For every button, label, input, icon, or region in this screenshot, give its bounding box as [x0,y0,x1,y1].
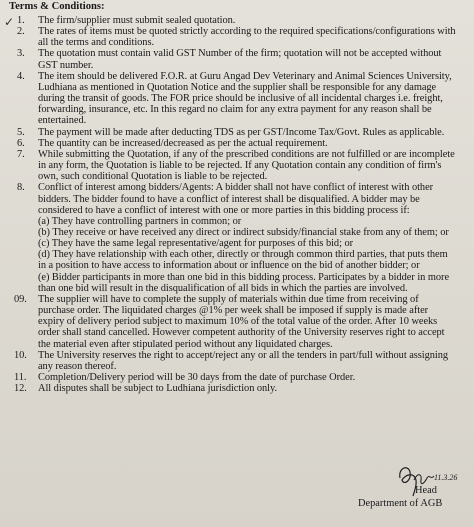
term-text-line: own, such conditional Quotation is liable to be rejected. [38,171,268,183]
term-text-line: the material even after stipulated period without any liquidated charges. [38,338,333,350]
term-text-line: The payment will be made after deducting TDS as per GST/Income Tax/Govt. Rules as applicable. [38,126,445,138]
term-text-line: GST number. [38,59,94,71]
term-text-line: (d) They have relationship with each other, directly or through common third parties, that puts them [38,249,448,261]
term-text-line: The University reserves the right to accept/reject any or all the tenders in part/full without assigning [38,349,449,361]
term-text-line: (b) They receive or have received any direct or indirect subsidy/financial stake from any of them; or [38,226,449,238]
check-mark-icon: ✓ [4,15,15,29]
term-text-line: (a) They have controlling partners in common; or [38,215,242,227]
term-text-line: The quantity can be increased/decreased as per the actual requirement. [38,137,328,149]
term-number: 11. [14,372,27,383]
signatory-department: Department of AGB [358,498,443,509]
term-number: 5. [17,126,25,138]
terms-heading: Terms & Conditions: [9,1,105,12]
term-text-line: While submitting the Quotation, if any of the prescribed conditions are not fulfilled or are incomplete [38,148,455,160]
term-text-line: Conflict of interest among bidders/Agents: A bidder shall not have conflict of interest with other [38,182,434,194]
term-text-line: than one bid will result in the disqualification of all bids in which the parties are involved. [38,282,408,294]
term-number: 10. [14,349,27,361]
term-number: 1. [17,15,25,26]
term-text-line: Ludhiana as mentioned in Quotation Notice and the supplier shall be responsible for any damage [38,81,437,93]
term-text-line: considered to have a conflict of interest with one or more parties in this bidding process if: [38,204,410,216]
term-text-line: The firm/supplier must submit sealed quotation. [38,15,236,26]
term-item [0,383,474,394]
term-number: 6. [17,137,25,149]
term-text-line: all the terms and conditions. [38,37,154,49]
term-item [0,149,474,182]
term-text-line: The quotation must contain valid GST Number of the firm; quotation will not be accepted without [38,48,442,60]
signature-date: 11.3.26 [434,473,458,482]
term-text-line: any reason thereof. [38,360,117,372]
term-item [0,350,474,372]
term-item [0,138,474,149]
term-text-line: in any form, the Quotation is liable to be rejected. If any Quotation contain any condition of firm's [38,160,442,172]
term-text-line: order shall stand cancelled. However competent authority of the University reserves right to accept [38,327,445,339]
term-text-line: during the transit of goods. The FOR price should be inclusive of all incidental charges i.e. freight, [38,93,443,105]
term-text-line: All disputes shall be subject to Ludhiana jurisdiction only. [38,383,278,395]
term-item [0,182,474,294]
term-item [0,71,474,127]
term-text-line: The supplier will have to complete the supply of materials within due time from receiving of [38,293,419,305]
term-number: 4. [17,70,25,82]
term-text-line: purchase order. The liquidated charges @1% per week shall be imposed if supply is made after [38,305,429,317]
term-text-line: expiry of delivery period subject to maximum 10% of the total value of the order. After 10 weeks [38,316,438,328]
term-text-line: (e) Bidder participants in more than one bid in this bidding process. Participates by a bidder in more [38,271,450,283]
term-text-line: forwarding, insurance, etc. In this regard no claim for any extra payment for any reason shall be [38,104,432,116]
term-item [0,26,474,48]
term-text-line: Completion/Delivery period will be 30 days from the date of purchase Order. [38,372,356,383]
term-text-line: The rates of items must be quoted strictly according to the required specifications/configurations with [38,26,456,38]
term-number: 2. [17,26,25,38]
terms-list [0,15,474,394]
signatory-title: Head [415,485,437,496]
term-number: 8. [17,182,25,194]
term-item [0,294,474,350]
term-number: 3. [17,48,25,60]
term-number: 12. [14,383,27,395]
term-number: 09. [14,293,27,305]
term-text-line: in a position to have access to information about or influence on the bid of another bidder; or [38,260,420,272]
term-text-line: (c) They have the same legal representative/agent for purposes of this bid; or [38,238,354,250]
term-item [0,127,474,138]
term-text-line: bidders. The bidder found to have a conflict of interest shall be disqualified. A bidder may be [38,193,420,205]
term-item [0,15,474,29]
term-number: 7. [17,148,25,160]
term-item [0,372,474,383]
term-text-line: The item should be delivered F.O.R. at Guru Angad Dev Veterinary and Animal Sciences University, [38,70,452,82]
term-item [0,48,474,70]
term-text-line: entertained. [38,115,87,127]
